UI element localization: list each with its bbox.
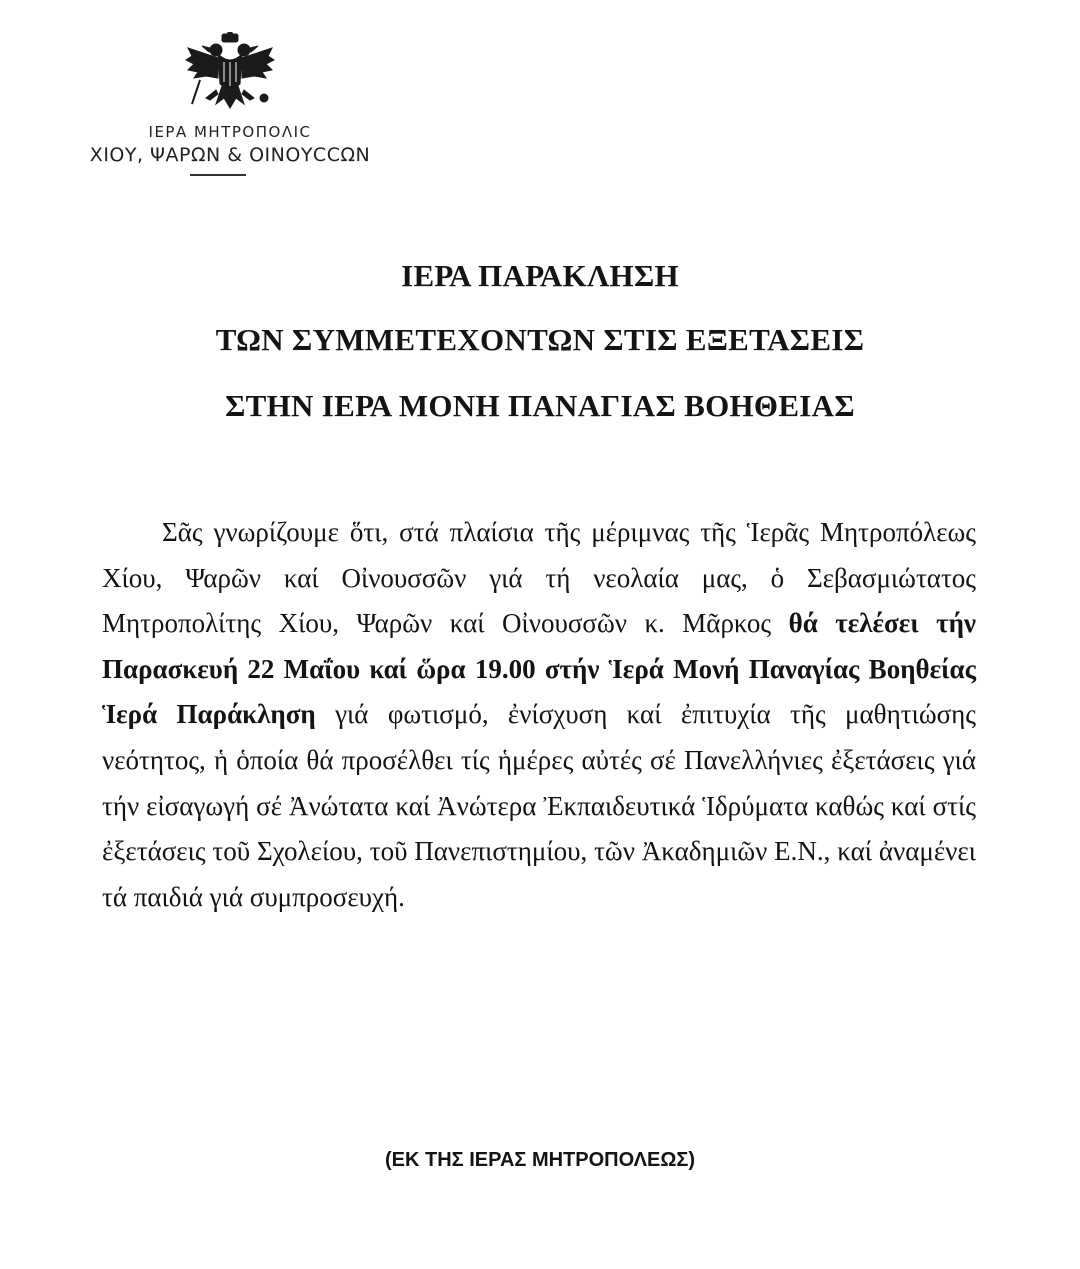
announcement-paragraph: [102, 510, 976, 920]
title-line-1: ΙΕΡΑ ΠΑΡΑΚΛΗΣΗ: [401, 258, 679, 293]
metropolis-label: ΙΕΡΑ ΜΗΤΡΟΠΟΛΙC: [148, 123, 312, 141]
title-line-3: ΣΤΗΝ ΙΕΡΑ ΜΟΝΗ ΠΑΝΑΓΙΑΣ ΒΟΗΘΕΙΑΣ: [225, 388, 855, 423]
paragraph-text-1: Σᾶς γνωρίζουμε ὅτι, στά πλαίσια τῆς μέριμνας τῆς Ἱερᾶς Μητροπόλεως Χίου, Ψαρῶν καί Οἰνουσσῶν γιά τή νεολαία μας, ὁ Σεβασμιώτατος Μητροπολίτης Χίου, Ψαρῶν καί Οἰνουσσῶν κ. Μᾶρκος: [102, 517, 976, 639]
metropolis-name: ΧΙΟΥ, ΨΑΡΩΝ & ΟΙΝΟΥCCΩΝ: [89, 144, 371, 166]
double-headed-eagle-icon: [180, 32, 280, 116]
source-attribution: (ΕΚ ΤΗΣ ΙΕΡΑΣ ΜΗΤΡΟΠΟΛΕΩΣ): [384, 1149, 696, 1171]
paragraph-text-2: γιά φωτισμό, ἐνίσχυση καί ἐπιτυχία τῆς μαθητιώσης νεότητος, ἡ ὁποία θά προσέλθει τίς ἡμέρες αὐτές σέ Πανελλήνιες ἐξετάσεις γιά τήν εἰσαγωγή σέ Ἀνώτατα καί Ἀνώτερα Ἐκπαιδευτικά Ἱδρύματα καθώς καί στίς ἐξετάσεις τοῦ Σχολείου, τοῦ Πανεπιστημίου, τῶν Ἀκαδημιῶν Ε.Ν., καί ἀναμένει τά παιδιά γιά συμπροσευχή.: [102, 699, 976, 912]
header-divider: [190, 174, 246, 176]
paragraph-bold-event: θά τελέσει τήν Παρασκευή 22 Μαΐου καί ὥρα 19.00 στήν Ἱερά Μονή Παναγίας Βοηθείας Ἱερά Παράκληση: [102, 608, 976, 730]
title-line-2: ΤΩΝ ΣΥΜΜΕΤΕΧΟΝΤΩΝ ΣΤΙΣ ΕΞΕΤΑΣΕΙΣ: [215, 322, 865, 357]
